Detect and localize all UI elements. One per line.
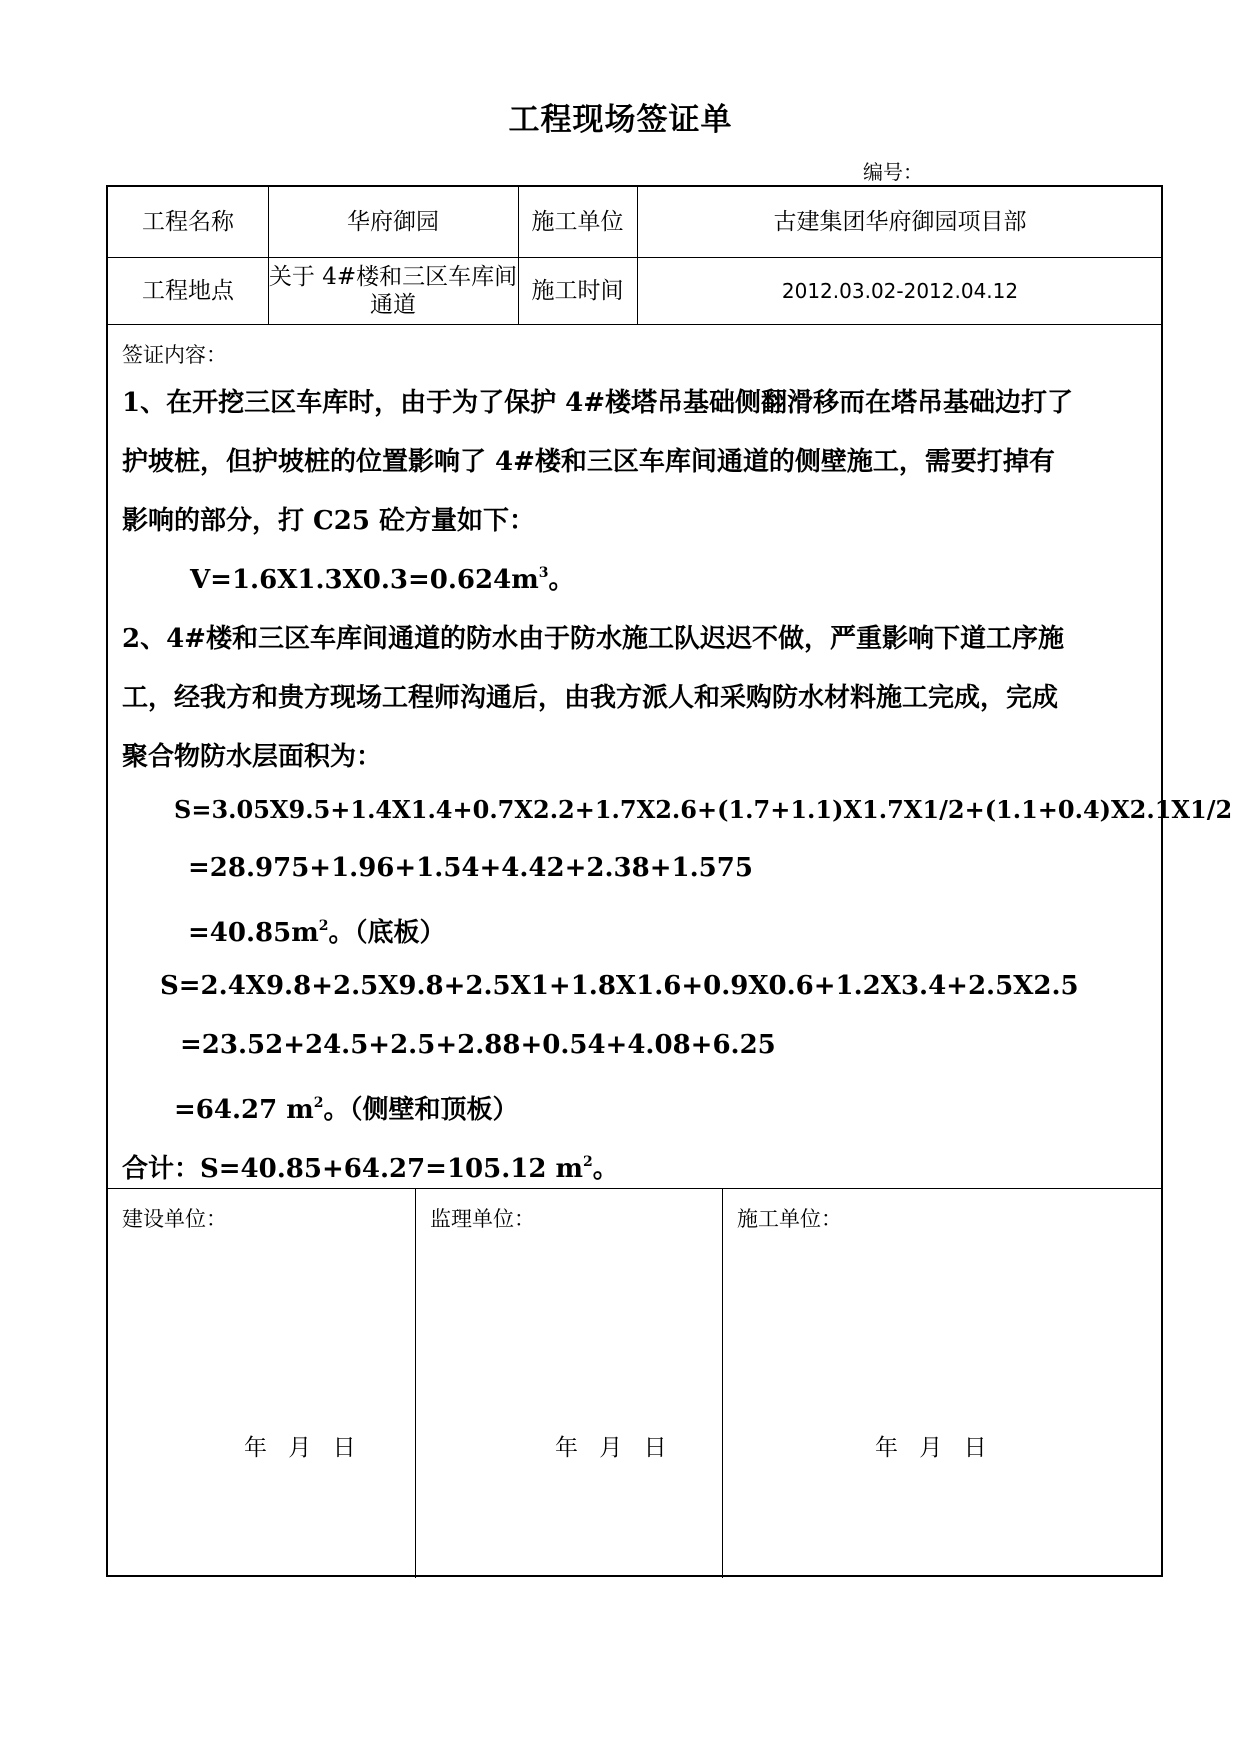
row-divider (108, 324, 1161, 325)
contractor-label: 施工单位 (531, 209, 624, 235)
formula-line: =28.975+1.96+1.54+4.42+2.38+1.575 (188, 853, 753, 883)
doc-number-label: 编号： (863, 160, 923, 184)
total-line (122, 1148, 619, 1185)
formula-line: =23.52+24.5+2.5+2.88+0.54+4.08+6.25 (180, 1030, 776, 1060)
formula-text: =40.85m (188, 918, 319, 948)
owner-signature-label: 建设单位： (122, 1207, 227, 1231)
col-divider (415, 1188, 416, 1578)
contractor-value: 古建集团华府御园项目部 (773, 209, 1027, 235)
formula-line (190, 559, 574, 596)
total-text: 合计：S=40.85+64.27=105.12 m (122, 1154, 584, 1184)
location-value (268, 257, 518, 324)
formula-text: V=1.6X1.3X0.3=0.624m (190, 565, 539, 595)
formula-text: =64.27 m (174, 1095, 314, 1125)
superscript: 2 (318, 918, 329, 934)
row-divider (108, 1188, 1161, 1189)
content-line: 1、在开挖三区车库时，由于为了保护 4#楼塔吊基础侧翻滑移而在塔吊基础边打了 (122, 388, 1074, 418)
total-suffix: 。 (592, 1154, 619, 1184)
content-line: 2、4#楼和三区车库间通道的防水由于防水施工队迟迟不做，严重影响下道工序施 (122, 624, 1064, 654)
supervisor-signature-label: 监理单位： (430, 1207, 535, 1231)
formula-line (174, 1089, 519, 1126)
project-name-value: 华府御园 (347, 209, 439, 235)
content-label: 签证内容： (122, 343, 227, 367)
location-line-2: 通道 (370, 291, 416, 318)
superscript: 2 (583, 1154, 593, 1170)
visa-form (106, 185, 1233, 1577)
formula-line (188, 912, 445, 949)
formula-suffix: 。（底板） (328, 918, 446, 948)
col-divider (722, 1188, 723, 1578)
location-label: 工程地点 (142, 277, 234, 304)
contractor-signature-label: 施工单位： (737, 1207, 842, 1231)
period-label: 施工时间 (531, 277, 624, 304)
content-line: 护坡桩，但护坡桩的位置影响了 4#楼和三区车库间通道的侧壁施工，需要打掉有 (122, 447, 1055, 477)
supervisor-date: 年 月 日 (555, 1435, 667, 1461)
formula-line: S=3.05X9.5+1.4X1.4+0.7X2.2+1.7X2.6+(1.7+1.1)X1.7X1/2+(1.1+0.4)X2.1X1/2 (174, 795, 1233, 824)
formula-suffix: 。 (548, 565, 575, 595)
formula-suffix: 。（侧壁和顶板） (323, 1095, 519, 1125)
contractor-date: 年 月 日 (875, 1435, 987, 1461)
period-value: 2012.03.02-2012.04.12 (781, 278, 1019, 303)
content-line: 工，经我方和贵方现场工程师沟通后，由我方派人和采购防水材料施工完成，完成 (122, 683, 1059, 713)
location-line-1: 关于 4#楼和三区车库间 (268, 263, 518, 290)
content-line: 聚合物防水层面积为： (122, 742, 383, 772)
owner-date: 年 月 日 (244, 1435, 356, 1461)
document-title: 工程现场签证单 (508, 102, 733, 138)
superscript: 3 (538, 565, 549, 581)
project-name-label: 工程名称 (142, 209, 234, 235)
superscript: 2 (313, 1095, 324, 1111)
content-line: 影响的部分，打 C25 砼方量如下： (122, 506, 535, 536)
formula-line: S=2.4X9.8+2.5X9.8+2.5X1+1.8X1.6+0.9X0.6+1.2X3.4+2.5X2.5 (160, 971, 1079, 1001)
